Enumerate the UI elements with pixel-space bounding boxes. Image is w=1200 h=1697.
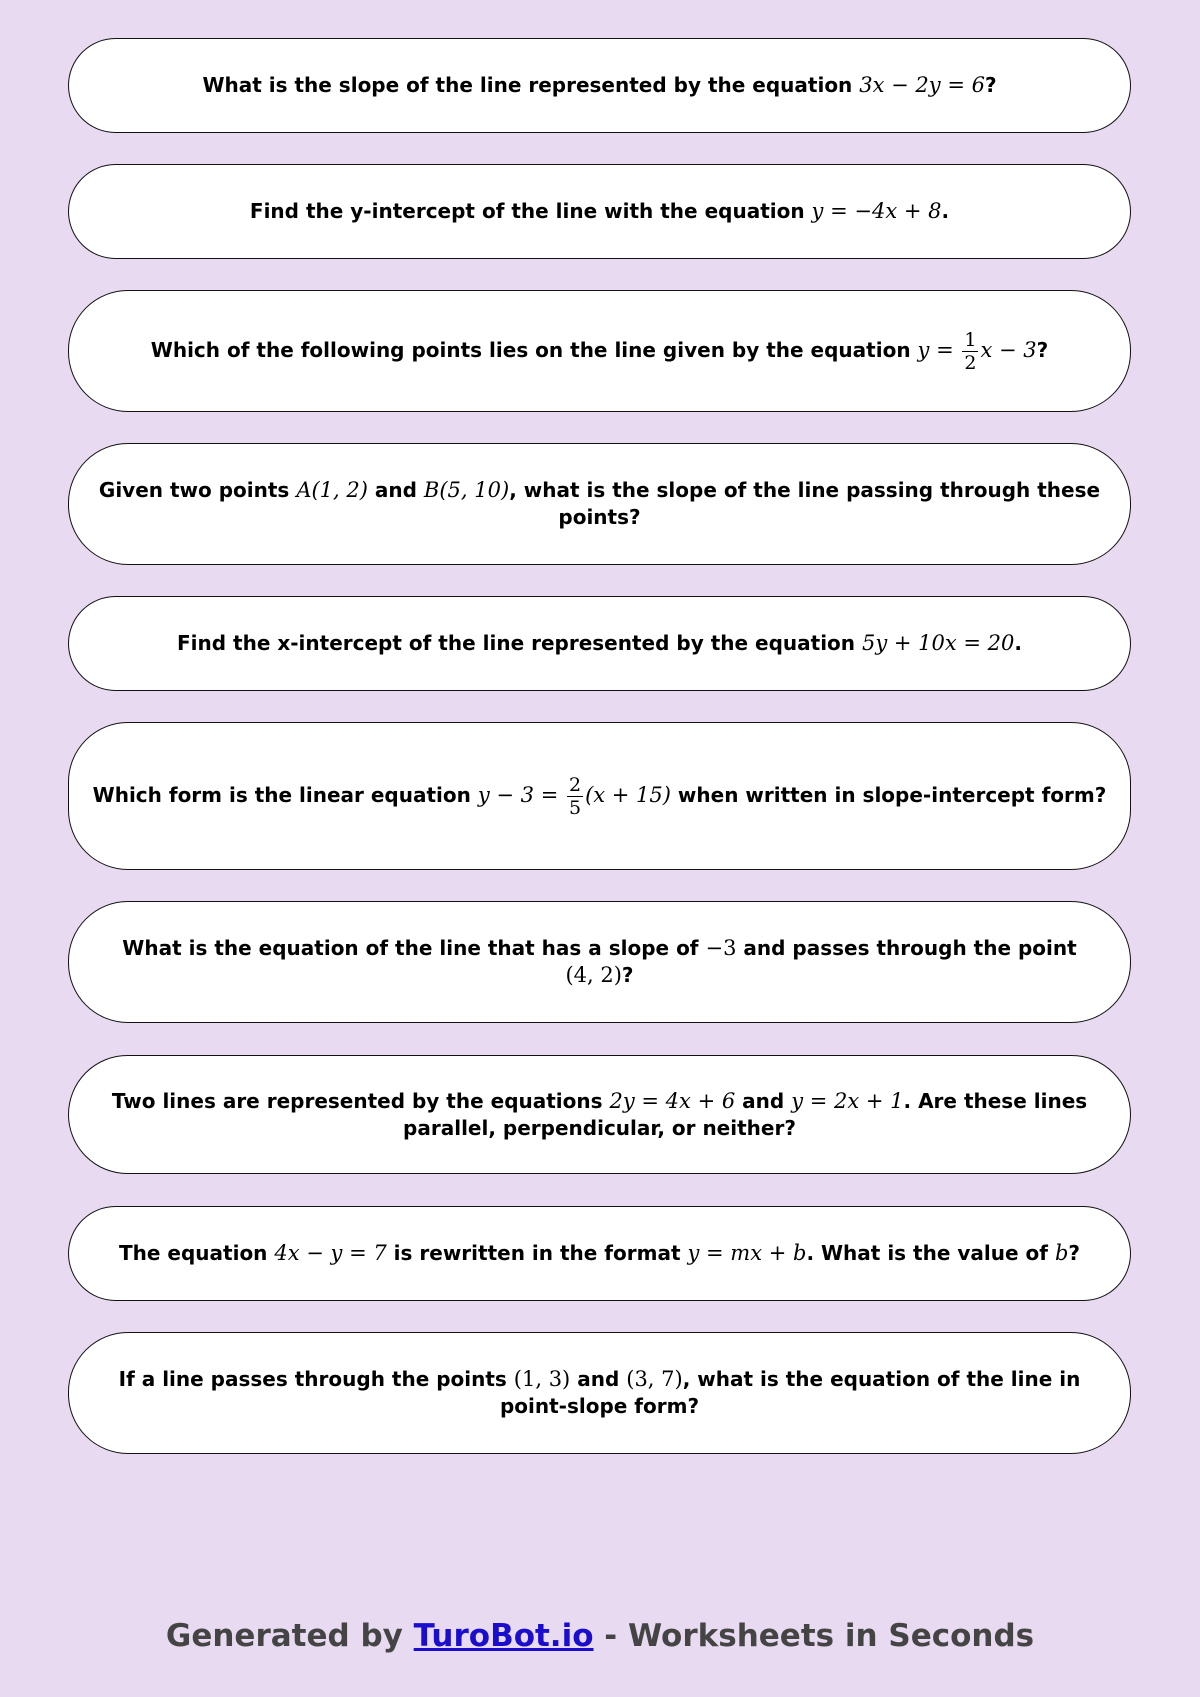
point-a: (1, 3) [513, 1367, 571, 1391]
question-card-4 [68, 443, 1131, 565]
footer-prefix: Generated by [165, 1618, 414, 1654]
question-text-5: Find the x-intercept of the line represented by the equation 5y + 10x = 20. [176, 631, 1023, 655]
question-text-1: What is the slope of the line represented by the equation 3x − 2y = 6? [202, 73, 997, 97]
question-card-10 [68, 1332, 1131, 1454]
footer [0, 1618, 1200, 1654]
question-card-7 [68, 901, 1131, 1023]
turobot-link[interactable]: TuroBot.io [413, 1618, 594, 1654]
question-card-8 [68, 1055, 1131, 1174]
footer-suffix: - Worksheets in Seconds [593, 1618, 1035, 1654]
point-b: B(5, 10) [423, 478, 510, 502]
variable: b [1054, 1241, 1069, 1265]
equation-part: x − 3 [980, 337, 1037, 362]
question-card-6 [68, 722, 1131, 870]
question-text-10: If a line passes through the points (1, 3) and (3, 7), what is the equation of the line in point-slope form? [118, 1367, 1081, 1418]
question-text-4: Given two points A(1, 2) and B(5, 10), what is the slope of the line passing through these points? [98, 478, 1101, 529]
question-card-2 [68, 164, 1131, 259]
question-card-3 [68, 290, 1131, 412]
point: (4, 2) [565, 963, 622, 987]
equation-b: y = 2x + 1 [791, 1088, 904, 1113]
question-text-3: Which of the following points lies on the line given by the equation y = $\frac{1}{2}$ x − 3? [150, 328, 1049, 374]
question-card-1 [68, 38, 1131, 133]
equation-b: y = mx + b [687, 1241, 807, 1265]
question-text-8: Two lines are represented by the equations 2y = 4x + 6 and y = 2x + 1. Are these lines parallel, perpendicular, or neither? [111, 1088, 1088, 1140]
question-card-5 [68, 596, 1131, 691]
equation-a: 2y = 4x + 6 [609, 1088, 736, 1113]
point-b: (3, 7) [626, 1367, 683, 1391]
equation: 3x − 2y = 6 [859, 73, 985, 97]
question-text-9: The equation 4x − y = 7 is rewritten in the format y = mx + b. What is the value of b? [119, 1241, 1080, 1265]
question-text-2: Find the y-intercept of the line with the equation y = −4x + 8. [249, 199, 950, 223]
equation-part: y = [917, 337, 961, 362]
equation: 5y + 10x = 20 [862, 631, 1015, 655]
equation-part: (x + 15) [585, 782, 671, 807]
point-a: A(1, 2) [296, 478, 368, 502]
question-card-9 [68, 1206, 1131, 1301]
equation-a: 4x − y = 7 [274, 1241, 387, 1265]
fraction: $\frac{2}{5}$ [568, 773, 582, 819]
question-text-7: What is the equation of the line that has a slope of −3 and passes through the point (4, 2)? [122, 936, 1077, 987]
question-text-6: Which form is the linear equation y − 3 = $\frac{2}{5}$ (x + 15) when written in slope-intercept form? [92, 773, 1107, 819]
fraction: $\frac{1}{2}$ [964, 328, 977, 374]
equation-part: y − 3 = [477, 782, 565, 807]
slope-value: −3 [705, 936, 737, 960]
equation: y = −4x + 8 [811, 199, 942, 223]
